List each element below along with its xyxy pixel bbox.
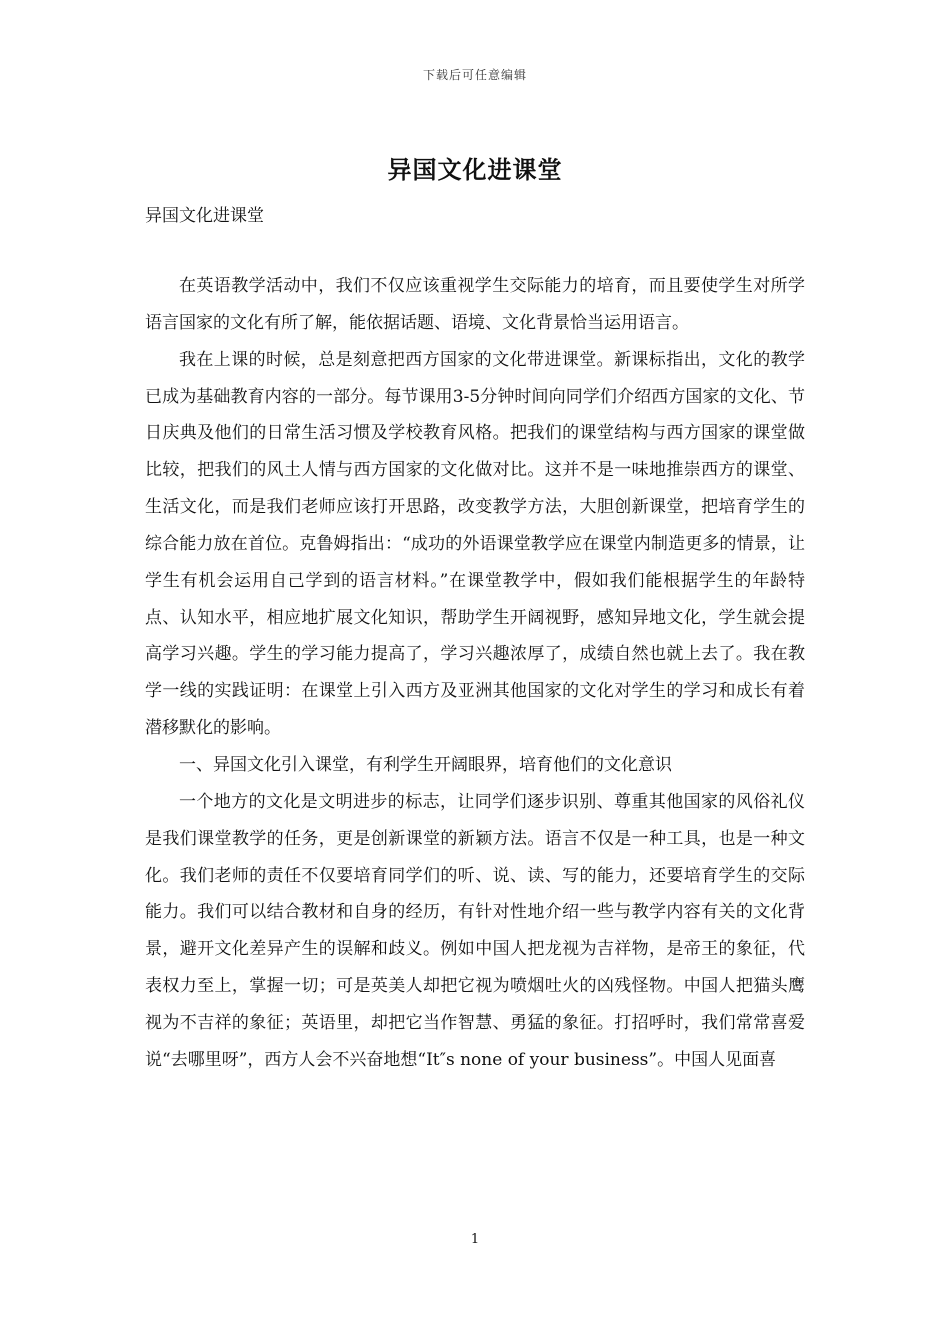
- section-heading: 一、异国文化引入课堂，有利学生开阔眼界，培育他们的文化意识: [179, 754, 672, 775]
- document-subtitle: 异国文化进课堂: [145, 206, 264, 226]
- page-number: 1: [470, 1232, 480, 1247]
- paragraph: 我在上课的时候，总是刻意把西方国家的文化带进课堂。新课标指出，文化的教学已成为基础教育内容的一部分。每节课用3-5分钟时间向同学们介绍西方国家的文化、节日庆典及他们的日常生活习惯及学校教育风格。把我们的课堂结构与西方国家的课堂做比较，把我们的风土人情与西方国家的文化做对比。这并不是一味地推崇西方的课堂、生活文化，而是我们老师应该打开思路，改变教学方法，大胆创新课堂，把培育学生的综合能力放在首位。克鲁姆指出：“成功的外语课堂教学应在课堂内制造更多的情景，让学生有机会运用自己学到的语言材料。”在课堂教学中，假如我们能根据学生的年龄特点、认知水平，相应地扩展文化知识，帮助学生开阔视野，感知异地文化，学生就会提高学习兴趣。学生的学习能力提高了，学习兴趣浓厚了，成绩自然也就上去了。我在教学一线的实践证明：在课堂上引入西方及亚洲其他国家的文化对学生的学习和成长有着潜移默化的影响。: [145, 349, 805, 739]
- document-body: [145, 268, 805, 1079]
- paragraph: 一个地方的文化是文明进步的标志，让同学们逐步识别、尊重其他国家的风俗礼仪是我们课堂教学的任务，更是创新课堂的新颖方法。语言不仅是一种工具，也是一种文化。我们老师的责任不仅要培育同学们的听、说、读、写的能力，还要培育学生的交际能力。我们可以结合教材和自身的经历，有针对性地介绍一些与教学内容有关的文化背景，避开文化差异产生的误解和歧义。例如中国人把龙视为吉祥物，是帝王的象征，代表权力至上，掌握一切；可是英美人却把它视为喷烟吐火的凶残怪物。中国人把猫头鹰视为不吉祥的象征；英语里，却把它当作智慧、勇猛的象征。打招呼时，我们常常喜爱说“去哪里呀”，西方人会不兴奋地想“It″s none of your business”。中国人见面喜: [145, 791, 805, 1070]
- paragraph: 在英语教学活动中，我们不仅应该重视学生交际能力的培育，而且要使学生对所学语言国家的文化有所了解，能依据话题、语境、文化背景恰当运用语言。: [145, 276, 805, 333]
- page-header: 下载后可任意编辑: [422, 68, 527, 82]
- document-title: 异国文化进课堂: [387, 155, 563, 184]
